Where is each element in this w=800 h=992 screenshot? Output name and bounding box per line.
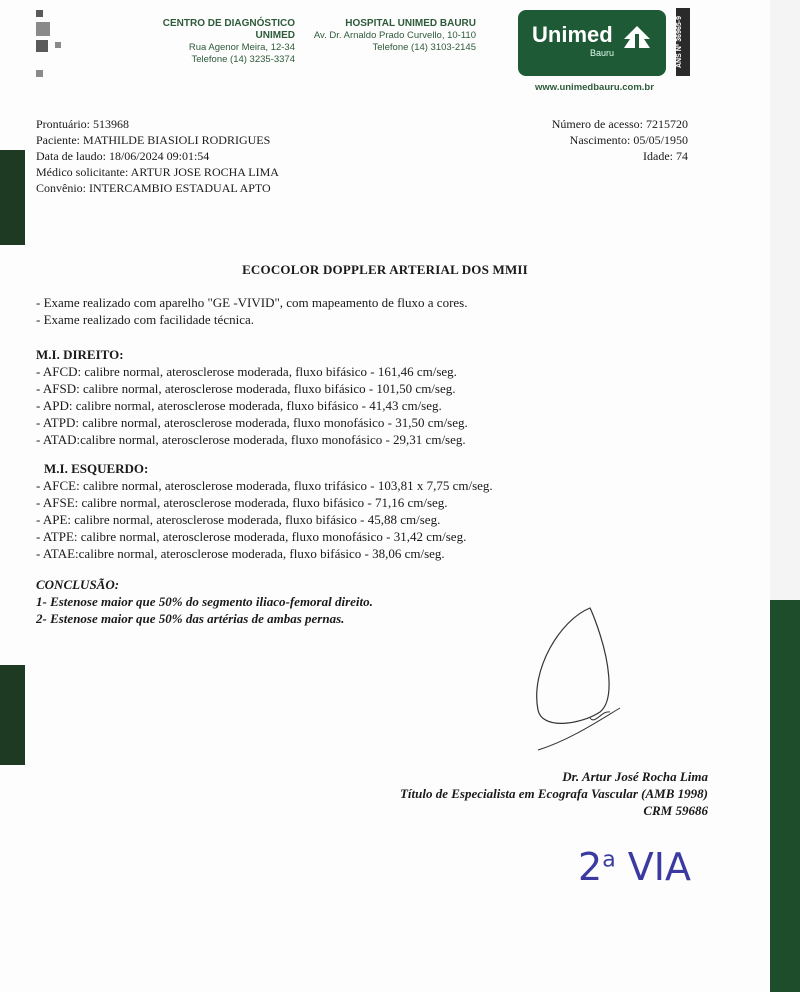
intro-line: - Exame realizado com facilidade técnica. bbox=[36, 312, 254, 327]
prontuario: Prontuário: 513968 bbox=[36, 117, 129, 131]
unimed-logo bbox=[518, 10, 666, 76]
report-title: ECOCOLOR DOPPLER ARTERIAL DOS MMII bbox=[242, 262, 528, 277]
website-link[interactable]: www.unimedbauru.com.br bbox=[535, 82, 654, 93]
handwritten-signature bbox=[520, 600, 640, 760]
signature-block bbox=[400, 768, 708, 819]
insurance: Convênio: INTERCAMBIO ESTADUAL APTO bbox=[36, 181, 271, 195]
finding-line: - ATPE: calibre normal, aterosclerose moderada, fluxo monofásico - 31,42 cm/seg. bbox=[36, 529, 467, 544]
unimed-tree-icon bbox=[624, 26, 650, 48]
ans-registration: ANS Nº 36965-9 bbox=[676, 8, 690, 76]
finding-line: - ATAE:calibre normal, aterosclerose moderada, fluxo bifásico - 38,06 cm/seg. bbox=[36, 546, 445, 561]
via-number: 2 bbox=[578, 845, 603, 889]
doctor-specialty: Título de Especialista em Ecografa Vascular (AMB 1998) bbox=[399, 786, 708, 801]
via-ordinal: a bbox=[602, 847, 616, 873]
age: Idade: 74 bbox=[643, 149, 688, 163]
intro-line: - Exame realizado com aparelho "GE -VIVID", com mapeamento de fluxo a cores. bbox=[36, 295, 468, 310]
report-body bbox=[36, 294, 676, 627]
right-leg-heading: M.I. DIREITO: bbox=[36, 347, 124, 362]
finding-line: - AFCD: calibre normal, aterosclerose moderada, fluxo bifásico - 161,46 cm/seg. bbox=[36, 364, 457, 379]
binder-tab-bottom bbox=[0, 665, 25, 765]
finding-line: - APE: calibre normal, aterosclerose moderada, fluxo bifásico - 45,88 cm/seg. bbox=[36, 512, 441, 527]
conclusion-heading: CONCLUSÃO: bbox=[36, 577, 120, 592]
binder-tab-top bbox=[0, 150, 25, 245]
access-number: Número de acesso: 7215720 bbox=[551, 117, 688, 131]
scan-background-light bbox=[770, 0, 800, 600]
unimed-logo-city: Bauru bbox=[590, 48, 615, 58]
unimed-logo-name: Unimed bbox=[532, 22, 613, 47]
patient-name: Paciente: MATHILDE BIASIOLI RODRIGUES bbox=[36, 133, 271, 147]
doctor-crm: CRM 59686 bbox=[643, 803, 708, 818]
finding-line: - ATAD:calibre normal, aterosclerose moderada, fluxo monofásico - 29,31 cm/seg. bbox=[36, 432, 466, 447]
finding-line: - AFSE: calibre normal, aterosclerose moderada, fluxo bifásico - 71,16 cm/seg. bbox=[36, 495, 448, 510]
hospital-title: HOSPITAL UNIMED BAURU bbox=[345, 18, 476, 29]
center-contact bbox=[135, 18, 295, 66]
patient-info-right bbox=[480, 116, 688, 164]
birth-date: Nascimento: 05/05/1950 bbox=[569, 133, 688, 147]
conclusion-line: 1- Estenose maior que 50% do segmento iliaco-femoral direito. bbox=[36, 594, 373, 609]
scan-background-dark bbox=[770, 600, 800, 992]
patient-info-left bbox=[36, 116, 279, 196]
finding-line: - AFSD: calibre normal, aterosclerose moderada, fluxo bifásico - 101,50 cm/seg. bbox=[36, 381, 456, 396]
finding-line: - APD: calibre normal, aterosclerose moderada, fluxo bifásico - 41,43 cm/seg. bbox=[36, 398, 442, 413]
conclusion-line: 2- Estenose maior que 50% das artérias de ambas pernas. bbox=[36, 611, 345, 626]
requesting-doctor: Médico solicitante: ARTUR JOSE ROCHA LIMA bbox=[36, 165, 279, 179]
left-leg-heading: M.I. ESQUERDO: bbox=[44, 461, 149, 476]
hospital-phone: Telefone (14) 3103-2145 bbox=[372, 42, 476, 53]
second-copy-stamp bbox=[578, 845, 691, 889]
finding-line: - AFCE: calibre normal, aterosclerose moderada, fluxo trifásico - 103,81 x 7,75 cm/seg. bbox=[36, 478, 493, 493]
center-title: CENTRO DE DIAGNÓSTICO UNIMED bbox=[162, 18, 295, 41]
center-phone: Telefone (14) 3235-3374 bbox=[191, 54, 295, 65]
finding-line: - ATPD: calibre normal, aterosclerose moderada, fluxo monofásico - 31,50 cm/seg. bbox=[36, 415, 468, 430]
via-text: VIA bbox=[627, 845, 691, 889]
hospital-contact bbox=[300, 18, 476, 54]
doctor-name: Dr. Artur José Rocha Lima bbox=[562, 769, 708, 784]
center-address: Rua Agenor Meira, 12-34 bbox=[188, 42, 295, 53]
hospital-address: Av. Dr. Arnaldo Prado Curvello, 10-110 bbox=[313, 30, 476, 41]
report-date: Data de laudo: 18/06/2024 09:01:54 bbox=[36, 149, 210, 163]
